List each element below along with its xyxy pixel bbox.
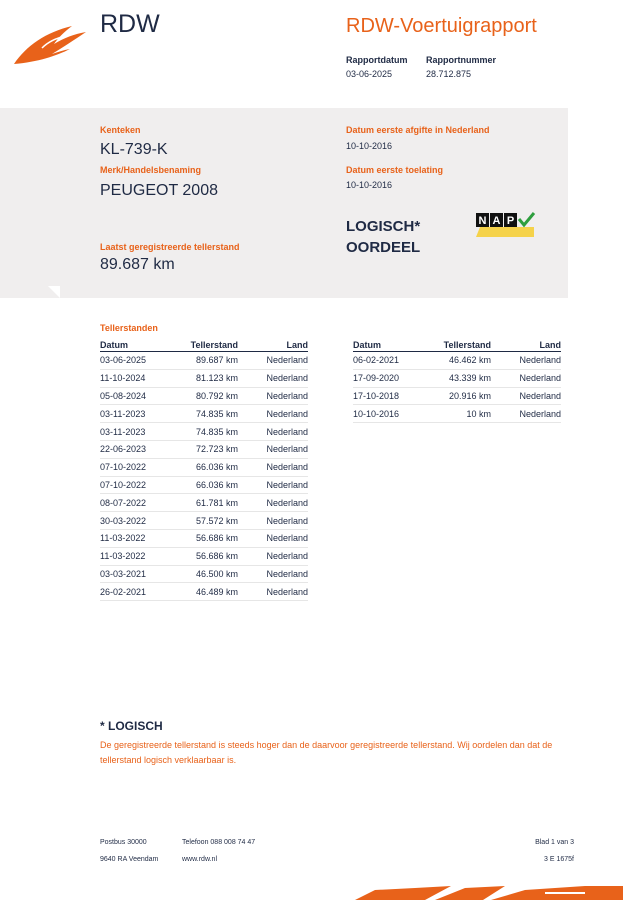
header-odometer: Tellerstand xyxy=(186,339,238,352)
nap-logo-icon xyxy=(476,211,536,237)
table-row xyxy=(100,512,308,530)
cell-country: Nederland xyxy=(238,440,308,458)
odometer-table-left xyxy=(100,339,308,601)
cell-date: 08-07-2022 xyxy=(100,494,186,512)
report-date-label: Rapportdatum xyxy=(346,55,408,65)
cell-odometer: 46.489 km xyxy=(186,583,238,601)
header-country: Land xyxy=(238,339,308,352)
table-header-row xyxy=(353,339,561,352)
cell-date: 17-09-2020 xyxy=(353,369,439,387)
note-heading: * LOGISCH xyxy=(100,719,163,733)
cell-country: Nederland xyxy=(238,405,308,423)
table-header-row xyxy=(100,339,308,352)
first-admission-label: Datum eerste toelating xyxy=(346,165,444,175)
header-odometer: Tellerstand xyxy=(439,339,491,352)
report-date: 03-06-2025 xyxy=(346,69,393,79)
cell-country: Nederland xyxy=(238,387,308,405)
cell-date: 17-10-2018 xyxy=(353,387,439,405)
footer-swoosh-icon xyxy=(355,884,623,900)
report-title: RDW-Voertuigrapport xyxy=(346,15,537,37)
report-number-label: Rapportnummer xyxy=(426,55,497,65)
cell-date: 03-11-2023 xyxy=(100,423,186,441)
footer-web[interactable]: www.rdw.nl xyxy=(182,856,218,863)
table-row xyxy=(100,529,308,547)
table-row xyxy=(100,494,308,512)
cell-odometer: 74.835 km xyxy=(186,423,238,441)
cell-country: Nederland xyxy=(491,369,561,387)
cell-country: Nederland xyxy=(238,494,308,512)
cell-odometer: 57.572 km xyxy=(186,512,238,530)
cell-odometer: 66.036 km xyxy=(186,476,238,494)
cell-country: Nederland xyxy=(491,405,561,423)
cell-date: 11-03-2022 xyxy=(100,547,186,565)
cell-date: 06-02-2021 xyxy=(353,352,439,370)
plate-value: KL-739-K xyxy=(100,141,168,158)
cell-country: Nederland xyxy=(238,369,308,387)
cell-date: 03-11-2023 xyxy=(100,405,186,423)
cell-date: 07-10-2022 xyxy=(100,476,186,494)
cell-date: 10-10-2016 xyxy=(353,405,439,423)
footer-code: 3 E 1675f xyxy=(544,856,574,863)
nap-letter-n: N xyxy=(478,215,487,227)
cell-odometer: 80.792 km xyxy=(186,387,238,405)
make-value: PEUGEOT 2008 xyxy=(100,182,218,199)
table-row xyxy=(353,369,561,387)
cell-date: 11-03-2022 xyxy=(100,529,186,547)
cell-country: Nederland xyxy=(238,583,308,601)
footer-city: 9640 RA Veendam xyxy=(100,856,159,863)
last-odometer-label: Laatst geregistreerde tellerstand xyxy=(100,242,240,252)
table-row xyxy=(100,583,308,601)
odometer-title: Tellerstanden xyxy=(100,323,158,333)
table-row xyxy=(100,405,308,423)
table-row xyxy=(100,440,308,458)
cell-odometer: 10 km xyxy=(439,405,491,423)
cell-odometer: 46.500 km xyxy=(186,565,238,583)
footer-po-box: Postbus 30000 xyxy=(100,839,147,846)
note-text: De geregistreerde tellerstand is steeds hoger dan de daarvoor geregistreerde tellerstand. Wij oordelen dan dat de tellerstand logisch verklaarbaar is. xyxy=(100,740,553,765)
header-country: Land xyxy=(491,339,561,352)
table-row xyxy=(100,352,308,370)
nap-letter-a: A xyxy=(492,215,501,227)
cell-date: 07-10-2022 xyxy=(100,458,186,476)
cell-date: 30-03-2022 xyxy=(100,512,186,530)
cell-odometer: 72.723 km xyxy=(186,440,238,458)
table-row xyxy=(353,352,561,370)
cell-odometer: 89.687 km xyxy=(186,352,238,370)
cell-country: Nederland xyxy=(238,547,308,565)
table-row xyxy=(100,369,308,387)
cell-country: Nederland xyxy=(491,387,561,405)
cell-date: 05-08-2024 xyxy=(100,387,186,405)
cell-date: 26-02-2021 xyxy=(100,583,186,601)
cell-odometer: 20.916 km xyxy=(439,387,491,405)
first-nl-value: 10-10-2016 xyxy=(346,141,393,151)
make-label: Merk/Handelsbenaming xyxy=(100,165,202,175)
panel-corner-cut xyxy=(0,284,60,300)
cell-odometer: 81.123 km xyxy=(186,369,238,387)
table-row xyxy=(100,387,308,405)
cell-country: Nederland xyxy=(238,512,308,530)
cell-odometer: 46.462 km xyxy=(439,352,491,370)
cell-country: Nederland xyxy=(238,423,308,441)
cell-odometer: 74.835 km xyxy=(186,405,238,423)
cell-odometer: 43.339 km xyxy=(439,369,491,387)
cell-date: 03-03-2021 xyxy=(100,565,186,583)
cell-country: Nederland xyxy=(238,565,308,583)
footer-page: Blad 1 van 3 xyxy=(535,839,574,846)
cell-odometer: 56.686 km xyxy=(186,547,238,565)
cell-date: 11-10-2024 xyxy=(100,369,186,387)
cell-country: Nederland xyxy=(238,352,308,370)
cell-country: Nederland xyxy=(238,476,308,494)
cell-date: 22-06-2023 xyxy=(100,440,186,458)
brand-name: RDW xyxy=(100,10,160,38)
table-row xyxy=(353,405,561,423)
odometer-table-right xyxy=(353,339,561,423)
header-date: Datum xyxy=(100,339,186,352)
report-number: 28.712.875 xyxy=(426,69,472,79)
first-admission-value: 10-10-2016 xyxy=(346,180,393,190)
verdict xyxy=(346,216,420,258)
first-nl-label: Datum eerste afgifte in Nederland xyxy=(346,125,490,135)
cell-country: Nederland xyxy=(238,529,308,547)
last-odometer-value: 89.687 km xyxy=(100,256,175,273)
table-row xyxy=(100,565,308,583)
rdw-logo-icon xyxy=(12,18,90,68)
table-row xyxy=(100,476,308,494)
table-row xyxy=(100,458,308,476)
verdict-line-2: OORDEEL xyxy=(346,239,421,256)
cell-country: Nederland xyxy=(491,352,561,370)
cell-odometer: 61.781 km xyxy=(186,494,238,512)
cell-odometer: 56.686 km xyxy=(186,529,238,547)
verdict-line-1: LOGISCH* xyxy=(346,218,421,235)
vehicle-summary-panel xyxy=(0,108,568,298)
cell-country: Nederland xyxy=(238,458,308,476)
footer-phone: Telefoon 088 008 74 47 xyxy=(182,839,256,846)
table-row xyxy=(100,547,308,565)
nap-letter-p: P xyxy=(506,215,515,227)
cell-odometer: 66.036 km xyxy=(186,458,238,476)
header-date: Datum xyxy=(353,339,439,352)
cell-date: 03-06-2025 xyxy=(100,352,186,370)
table-row xyxy=(100,423,308,441)
table-row xyxy=(353,387,561,405)
plate-label: Kenteken xyxy=(100,125,141,135)
